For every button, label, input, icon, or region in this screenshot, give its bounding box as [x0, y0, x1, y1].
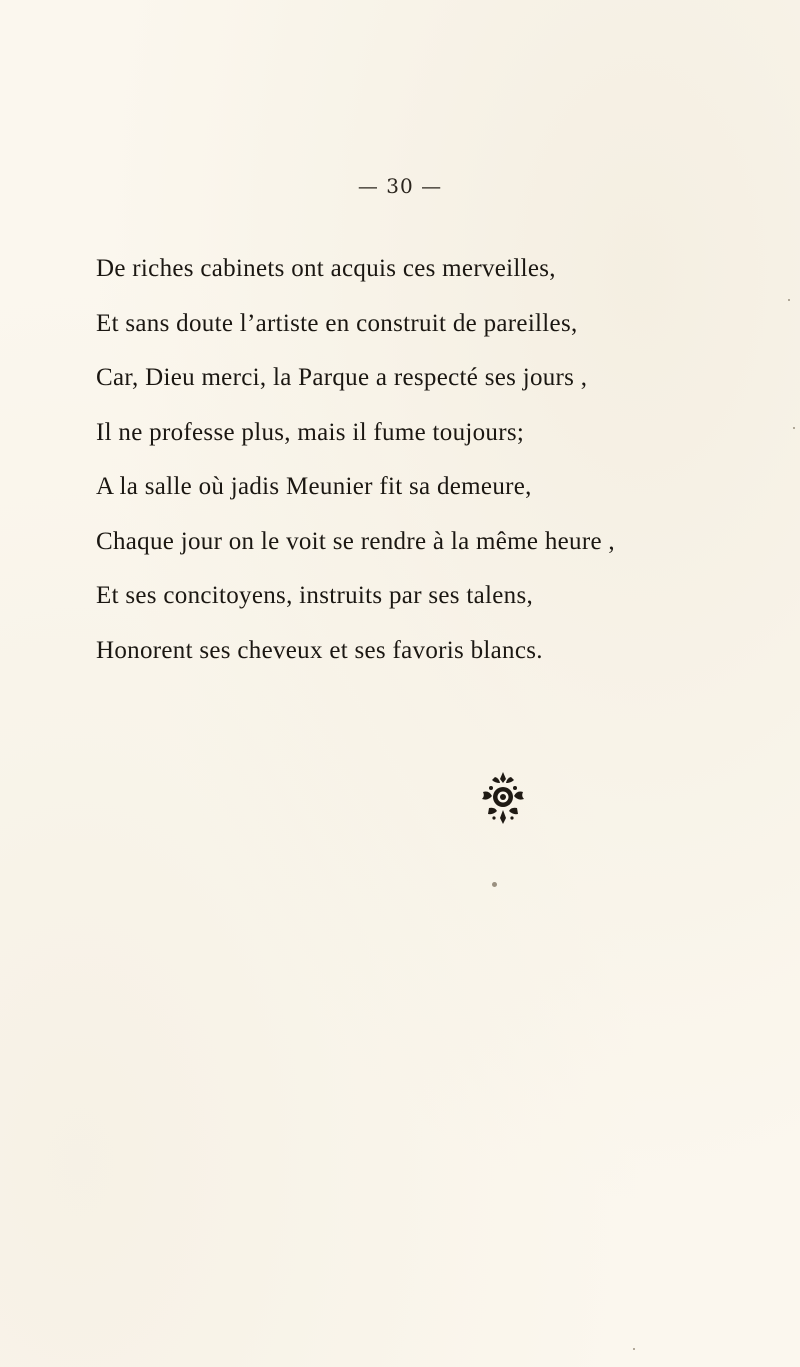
verse-line: Honorent ses cheveux et ses favoris blancs. — [96, 636, 543, 664]
verse-line: A la salle où jadis Meunier fit sa demeure, — [96, 473, 532, 500]
page-number: — 30 — — [357, 174, 443, 198]
verse-line: Car, Dieu merci, la Parque a respecté ses jours , — [96, 364, 588, 391]
paper-speck — [633, 1348, 635, 1350]
verse-stanza — [96, 242, 776, 678]
paper-speck — [492, 882, 497, 887]
verse-line: Et ses concitoyens, instruits par ses talens, — [96, 582, 534, 609]
verse-line: Chaque jour on le voit se rendre à la même heure , — [96, 527, 615, 555]
fleuron-ornament-icon — [479, 770, 527, 826]
paper-speck — [788, 299, 790, 301]
verse-line: Il ne professe plus, mais il fume toujours; — [96, 418, 525, 446]
paper-speck — [793, 427, 795, 429]
verse-line: De riches cabinets ont acquis ces merveilles, — [96, 255, 556, 282]
verse-line: Et sans doute l’artiste en construit de pareilles, — [96, 309, 578, 337]
